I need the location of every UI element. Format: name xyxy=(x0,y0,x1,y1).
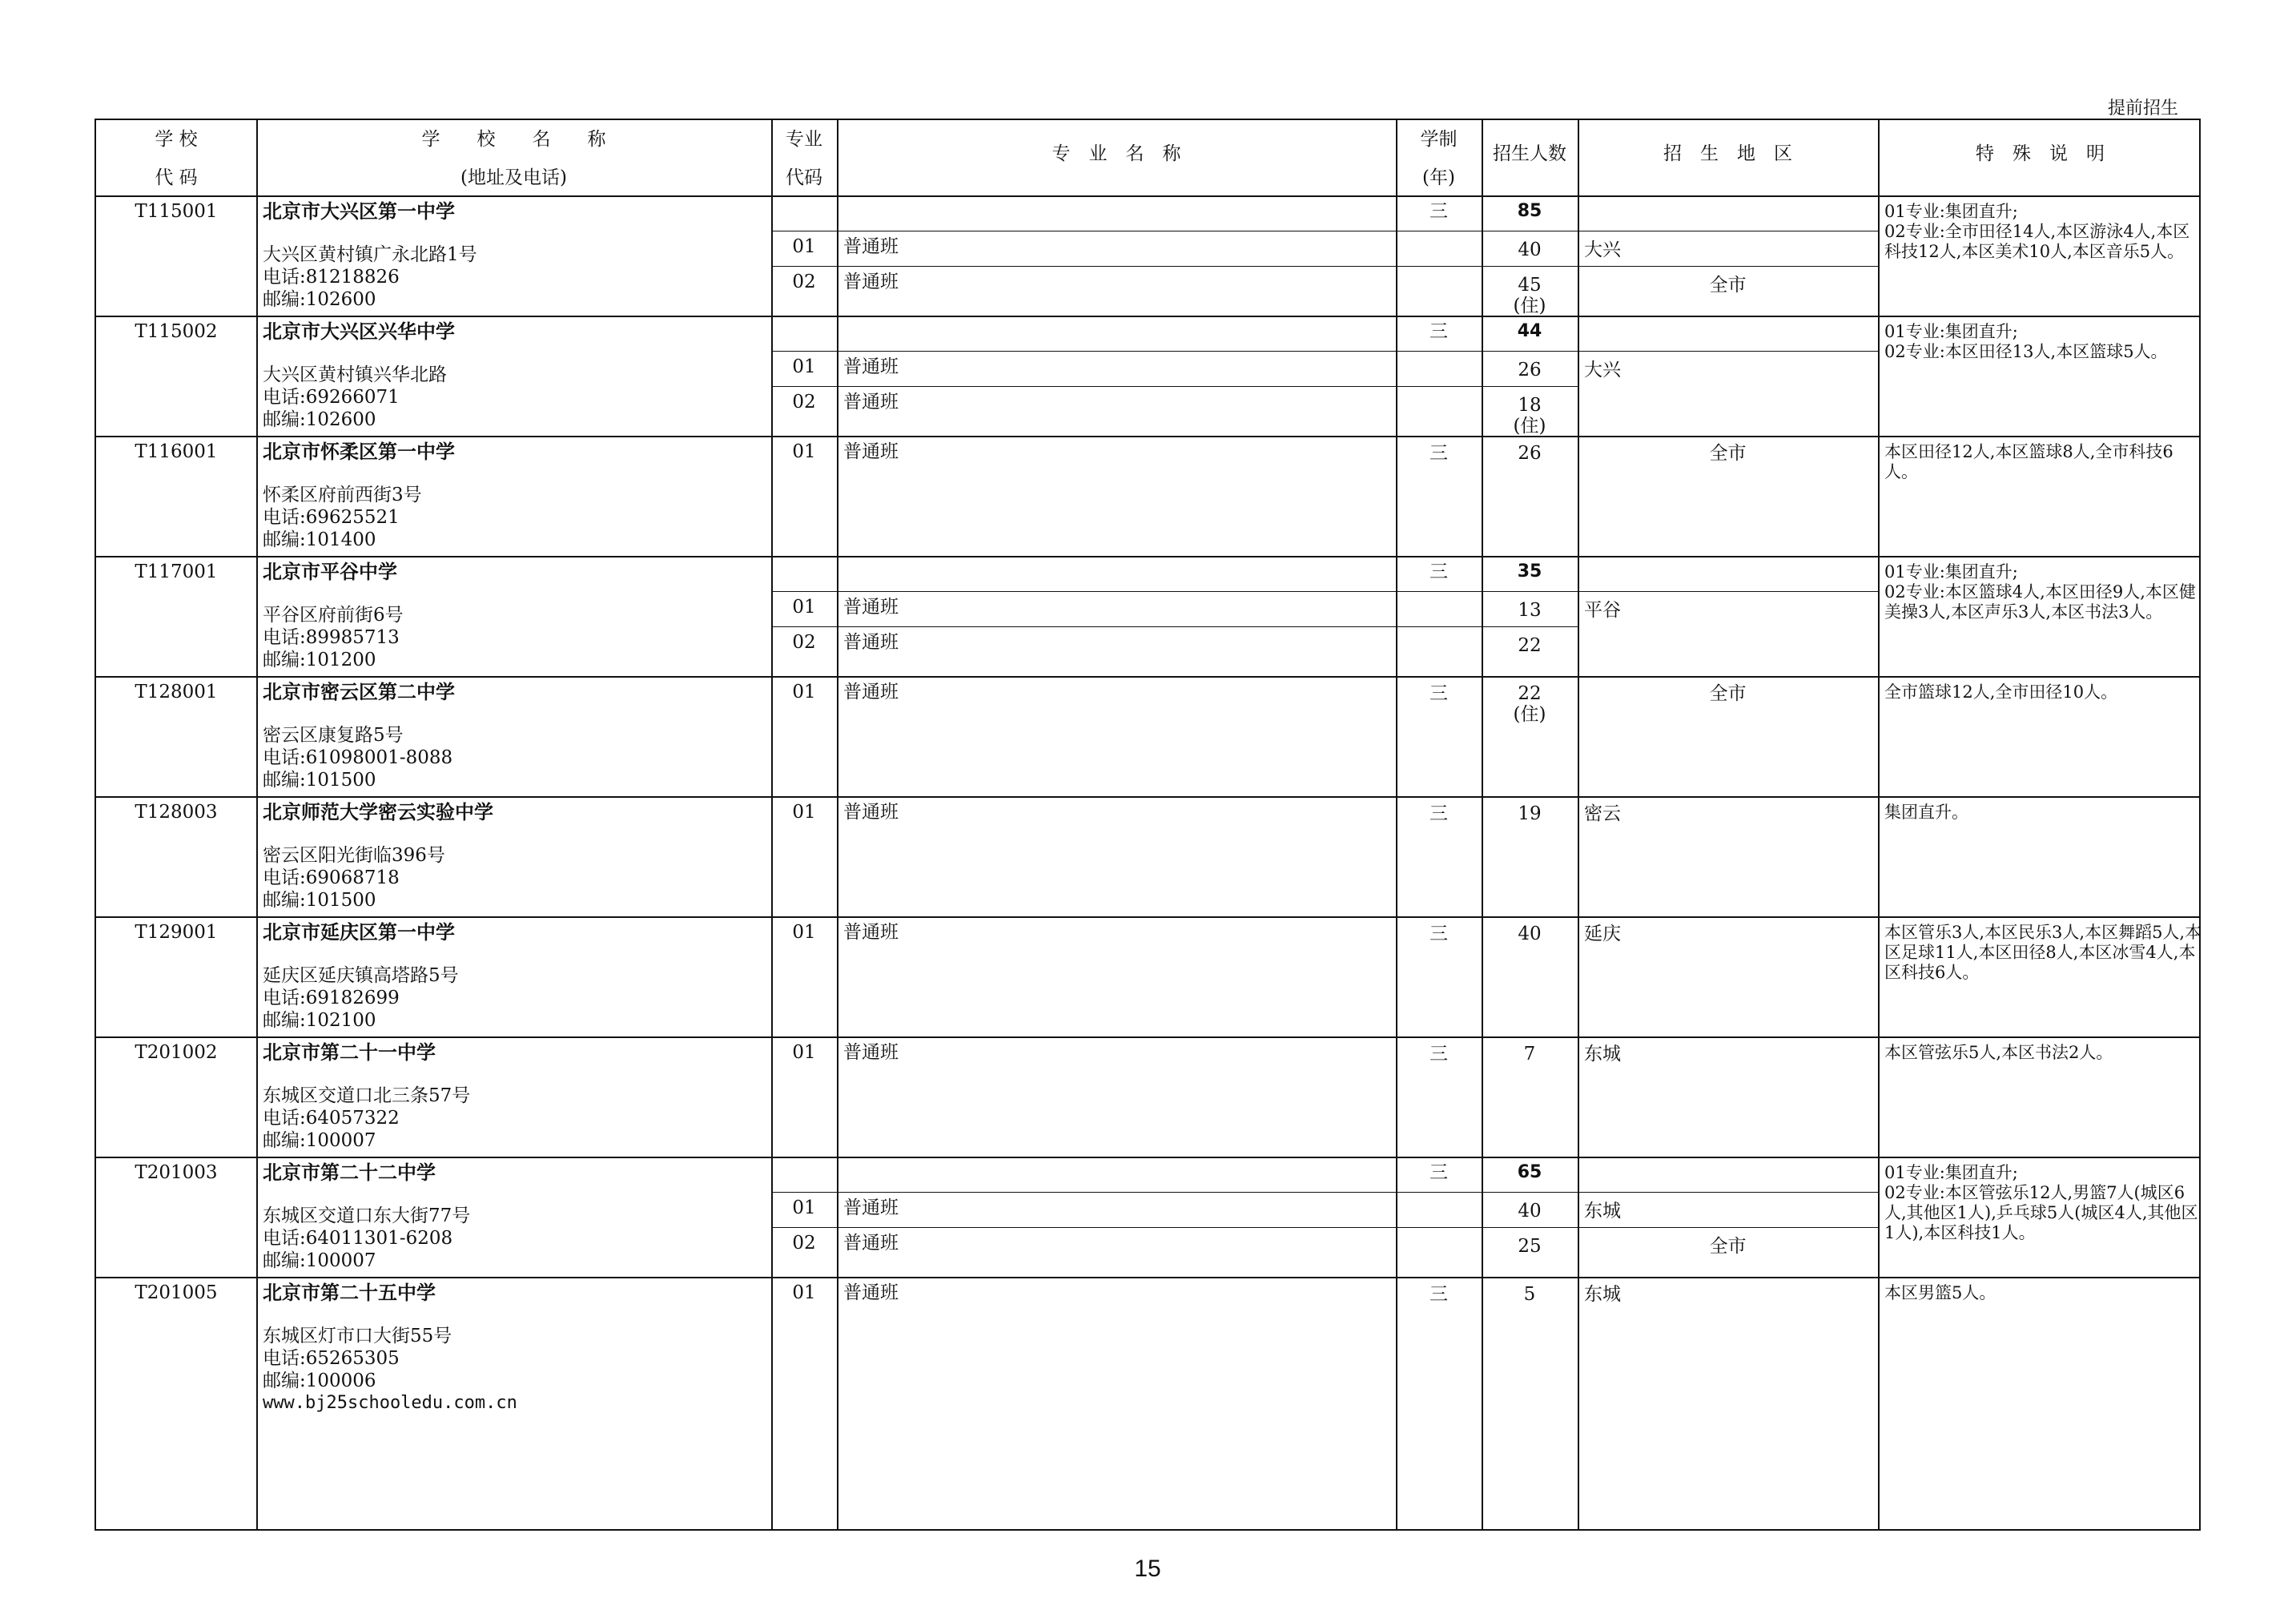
section-tag: 提前招生 xyxy=(2107,99,2178,119)
special-note xyxy=(1884,1043,2203,1063)
col-divider xyxy=(837,120,838,1529)
enrollment-count: 19 xyxy=(1518,803,1542,824)
cell-divider xyxy=(771,591,1878,592)
enrollment-region: 延庆 xyxy=(1584,924,1621,944)
school-name: 北京市第二十一中学 xyxy=(263,1041,436,1064)
total-count: 65 xyxy=(1517,1162,1542,1182)
duration: 三 xyxy=(1429,1162,1448,1183)
page-number: 15 xyxy=(1134,1556,1161,1582)
major-name: 普通班 xyxy=(843,1042,899,1063)
cell-divider xyxy=(771,266,1578,267)
school-phone: 电话:69068718 xyxy=(263,867,400,888)
total-count: 44 xyxy=(1517,321,1542,341)
major-name: 普通班 xyxy=(843,1197,899,1218)
enrollment-count: 40 xyxy=(1518,239,1542,260)
enrollment-region: 全市 xyxy=(1709,275,1747,296)
major-code: 01 xyxy=(792,441,816,462)
enrollment-count: 18 xyxy=(1518,395,1542,416)
boarding-mark: (住) xyxy=(1513,704,1546,725)
admission-table xyxy=(94,119,2201,1531)
school-phone: 电话:64057322 xyxy=(263,1108,400,1129)
enrollment-count: 13 xyxy=(1518,600,1542,621)
major-name: 普通班 xyxy=(843,922,899,943)
school-phone: 电话:61098001-8088 xyxy=(263,747,453,768)
header-school-name-2: (地址及电话) xyxy=(460,167,567,188)
school-name: 北京市怀柔区第一中学 xyxy=(263,441,455,463)
duration: 三 xyxy=(1429,803,1448,824)
school-code: T201003 xyxy=(135,1162,218,1183)
special-note xyxy=(1884,202,2203,262)
row-divider xyxy=(96,316,2199,317)
header-duration-2: (年) xyxy=(1422,167,1455,188)
school-name: 北京市延庆区第一中学 xyxy=(263,921,455,944)
boarding-mark: (住) xyxy=(1513,296,1546,316)
school-postcode: 邮编:101500 xyxy=(263,770,376,791)
major-code: 01 xyxy=(792,597,816,618)
duration: 三 xyxy=(1429,924,1448,944)
major-name: 普通班 xyxy=(843,632,899,653)
enrollment-region: 全市 xyxy=(1709,683,1747,704)
school-address: 大兴区黄村镇广永北路1号 xyxy=(263,244,477,265)
header-school-code-1: 学 校 xyxy=(155,129,198,150)
special-note-line: 本区田径12人,本区篮球8人,全市科技6人。 xyxy=(1884,442,2173,481)
row-divider xyxy=(96,796,2199,798)
special-note-line: 02专业:本区管弦乐12人,男篮7人(城区6人,其他区1人),乒乓球5人(城区4人,其他区1人),本区科技1人。 xyxy=(1884,1183,2198,1242)
major-code: 01 xyxy=(792,356,816,377)
enrollment-count: 26 xyxy=(1518,360,1542,380)
special-note xyxy=(1884,923,2203,983)
enrollment-count: 40 xyxy=(1518,1201,1542,1222)
major-code: 01 xyxy=(792,682,816,702)
header-school-name-1: 学 校 名 称 xyxy=(421,129,606,150)
header-note: 特 殊 说 明 xyxy=(1976,143,2105,164)
school-name: 北京市密云区第二中学 xyxy=(263,681,455,703)
row-divider xyxy=(96,436,2199,437)
major-name: 普通班 xyxy=(843,1233,899,1254)
school-postcode: 邮编:101400 xyxy=(263,529,376,550)
school-name: 北京市第二十五中学 xyxy=(263,1282,436,1304)
special-note xyxy=(1884,562,2203,622)
school-code: T117001 xyxy=(135,561,218,582)
enrollment-region: 大兴 xyxy=(1584,239,1621,260)
special-note xyxy=(1884,682,2203,702)
school-phone: 电话:64011301-6208 xyxy=(263,1228,453,1249)
major-code: 02 xyxy=(792,632,816,653)
enrollment-region: 东城 xyxy=(1584,1284,1621,1305)
major-code: 01 xyxy=(792,1042,816,1063)
school-address: 东城区交道口北三条57号 xyxy=(263,1085,471,1106)
row-divider xyxy=(96,916,2199,918)
special-note-line: 01专业:集团直升; xyxy=(1884,562,2018,582)
school-code: T115002 xyxy=(135,321,218,342)
enrollment-region: 大兴 xyxy=(1584,360,1621,380)
row-divider xyxy=(96,1157,2199,1158)
duration: 三 xyxy=(1429,683,1448,704)
school-code: T115001 xyxy=(135,201,218,222)
special-note-line: 02专业:本区篮球4人,本区田径9人,本区健美操3人,本区声乐3人,本区书法3人。 xyxy=(1884,582,2196,622)
school-website: www.bj25schooledu.com.cn xyxy=(263,1393,517,1413)
major-name: 普通班 xyxy=(843,356,899,377)
special-note-line: 全市篮球12人,全市田径10人。 xyxy=(1884,682,2118,702)
special-note xyxy=(1884,803,2203,823)
major-code: 01 xyxy=(792,802,816,823)
enrollment-region: 东城 xyxy=(1584,1044,1621,1065)
major-name: 普通班 xyxy=(843,597,899,618)
school-address: 大兴区黄村镇兴华北路 xyxy=(263,364,447,385)
school-postcode: 邮编:100006 xyxy=(263,1370,376,1391)
row-divider xyxy=(96,1277,2199,1278)
major-name: 普通班 xyxy=(843,682,899,702)
col-divider xyxy=(771,120,773,1529)
major-name: 普通班 xyxy=(843,802,899,823)
header-region: 招 生 地 区 xyxy=(1663,143,1792,164)
duration: 三 xyxy=(1429,1284,1448,1305)
special-note-line: 本区男篮5人。 xyxy=(1884,1283,1996,1302)
cell-divider xyxy=(771,386,1578,387)
special-note-line: 02专业:全市田径14人,本区游泳4人,本区科技12人,本区美术10人,本区音乐5人。 xyxy=(1884,222,2190,261)
special-note-line: 01专业:集团直升; xyxy=(1884,202,2018,221)
school-phone: 电话:69266071 xyxy=(263,387,400,408)
special-note-line: 本区管弦乐5人,本区书法2人。 xyxy=(1884,1043,2113,1062)
boarding-mark: (住) xyxy=(1513,416,1546,437)
major-name: 普通班 xyxy=(843,236,899,257)
school-code: T116001 xyxy=(135,441,218,462)
col-divider xyxy=(1578,120,1579,1529)
school-postcode: 邮编:102100 xyxy=(263,1010,376,1031)
cell-divider xyxy=(1578,266,1878,267)
cell-divider xyxy=(771,626,1578,627)
school-phone: 电话:65265305 xyxy=(263,1348,400,1369)
school-code: T201002 xyxy=(135,1042,218,1063)
special-note xyxy=(1884,442,2203,482)
school-address: 东城区灯市口大街55号 xyxy=(263,1326,452,1346)
enrollment-count: 7 xyxy=(1523,1044,1536,1065)
header-duration-1: 学制 xyxy=(1420,129,1458,150)
enrollment-count: 25 xyxy=(1518,1236,1542,1257)
school-address: 延庆区延庆镇高塔路5号 xyxy=(263,965,459,986)
enrollment-region: 平谷 xyxy=(1584,600,1621,621)
header-major-code-1: 专业 xyxy=(786,129,822,150)
major-name: 普通班 xyxy=(843,392,899,413)
school-code: T129001 xyxy=(135,922,218,943)
major-code: 01 xyxy=(792,1197,816,1218)
cell-divider xyxy=(771,351,1878,352)
special-note-line: 本区管乐3人,本区民乐3人,本区舞蹈5人,本区足球11人,本区田径8人,本区冰雪4人,本区科技6人。 xyxy=(1884,923,2202,982)
cell-divider xyxy=(1578,1227,1878,1228)
school-name: 北京市第二十二中学 xyxy=(263,1161,436,1184)
major-code: 01 xyxy=(792,1282,816,1303)
enrollment-count: 5 xyxy=(1523,1284,1536,1305)
major-code: 01 xyxy=(792,236,816,257)
school-phone: 电话:69182699 xyxy=(263,988,400,1008)
major-code: 02 xyxy=(792,392,816,413)
school-phone: 电话:89985713 xyxy=(263,627,400,648)
school-postcode: 邮编:100007 xyxy=(263,1130,376,1151)
school-code: T201005 xyxy=(135,1282,218,1303)
header-enrollment: 招生人数 xyxy=(1493,143,1566,164)
row-divider xyxy=(96,1036,2199,1038)
enrollment-count: 22 xyxy=(1518,635,1542,656)
school-address: 东城区交道口东大街77号 xyxy=(263,1205,471,1226)
major-code: 01 xyxy=(792,922,816,943)
enrollment-region: 密云 xyxy=(1584,803,1621,824)
enrollment-count: 40 xyxy=(1518,924,1542,944)
school-phone: 电话:69625521 xyxy=(263,507,400,528)
enrollment-count: 22 xyxy=(1518,683,1542,704)
enrollment-region: 全市 xyxy=(1709,1236,1747,1257)
major-name: 普通班 xyxy=(843,1282,899,1303)
row-divider xyxy=(96,676,2199,678)
special-note-line: 01专业:集团直升; xyxy=(1884,1163,2018,1182)
school-name: 北京市大兴区兴华中学 xyxy=(263,320,455,343)
school-code: T128001 xyxy=(135,682,218,702)
school-postcode: 邮编:101500 xyxy=(263,890,376,911)
header-major-name: 专 业 名 称 xyxy=(1051,143,1181,164)
school-address: 平谷区府前街6号 xyxy=(263,605,404,626)
school-name: 北京市大兴区第一中学 xyxy=(263,200,455,223)
col-divider xyxy=(256,120,258,1529)
cell-divider xyxy=(771,1227,1578,1228)
major-code: 02 xyxy=(792,272,816,292)
school-postcode: 邮编:101200 xyxy=(263,650,376,670)
header-school-code-2: 代 码 xyxy=(155,167,198,188)
cell-divider xyxy=(771,1192,1878,1193)
school-name: 北京市平谷中学 xyxy=(263,561,397,583)
special-note xyxy=(1884,1283,2203,1303)
header-divider xyxy=(96,195,2199,197)
special-note xyxy=(1884,1163,2203,1243)
major-name: 普通班 xyxy=(843,272,899,292)
duration: 三 xyxy=(1429,201,1448,222)
school-phone: 电话:81218826 xyxy=(263,267,400,288)
row-divider xyxy=(96,556,2199,557)
special-note-line: 01专业:集团直升; xyxy=(1884,322,2018,341)
school-address: 怀柔区府前西街3号 xyxy=(263,485,422,505)
duration: 三 xyxy=(1429,561,1448,582)
duration: 三 xyxy=(1429,1044,1448,1065)
school-name: 北京师范大学密云实验中学 xyxy=(263,801,493,823)
school-address: 密云区康复路5号 xyxy=(263,725,404,746)
special-note-line: 02专业:本区田径13人,本区篮球5人。 xyxy=(1884,342,2168,361)
special-note-line: 集团直升。 xyxy=(1884,803,1968,822)
school-address: 密云区阳光街临396号 xyxy=(263,845,445,866)
enrollment-region: 全市 xyxy=(1709,443,1747,464)
school-postcode: 邮编:102600 xyxy=(263,289,376,310)
col-divider xyxy=(1878,120,1880,1529)
enrollment-count: 26 xyxy=(1518,443,1542,464)
duration: 三 xyxy=(1429,443,1448,464)
total-count: 85 xyxy=(1517,201,1542,221)
school-postcode: 邮编:100007 xyxy=(263,1250,376,1271)
school-postcode: 邮编:102600 xyxy=(263,409,376,430)
major-name: 普通班 xyxy=(843,441,899,462)
special-note xyxy=(1884,322,2203,362)
enrollment-count: 45 xyxy=(1518,275,1542,296)
total-count: 35 xyxy=(1517,561,1542,582)
duration: 三 xyxy=(1429,321,1448,342)
header-major-code-2: 代码 xyxy=(786,167,822,188)
school-code: T128003 xyxy=(135,802,218,823)
major-code: 02 xyxy=(792,1233,816,1254)
enrollment-region: 东城 xyxy=(1584,1201,1621,1222)
